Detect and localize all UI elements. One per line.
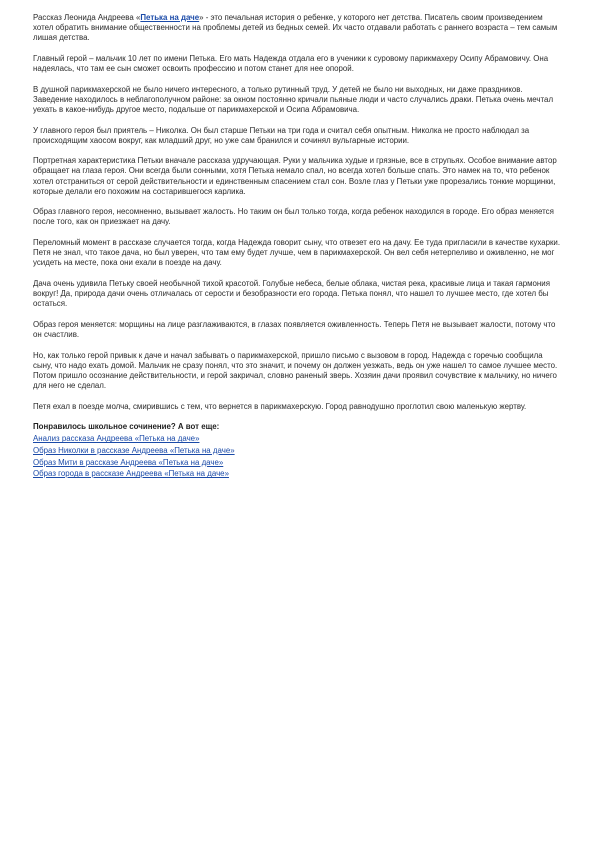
paragraph-letter: Но, как только герой привык к даче и начал забывать о парикмахерской, пришло письмо с вызовом в город. Надежда с горечью сообщила сыну, что надо ехать домой. Мальчик не сразу понял, что это значит, и почему он должен уезжать, ведь он уже нашел то самое лучшее место. Потом пришло осознание действительности, и герой закричал, словно раненый зверь. Хозяин дачи проявил сочувствие к мальчику, но ничего для него не сделал. xyxy=(33,350,558,390)
paragraph-ending: Петя ехал в поезде молча, смирившись с тем, что вернется в парикмахерскую. Город равнодушно проглотил свою маленькую жертву. xyxy=(33,401,527,411)
paragraph-portrait: Портретная характеристика Петьки вначале рассказа удручающая. Руки у мальчика худые и грязные, все в струпьях. Особое внимание автор обращает на глаза героя. Они всегда были сонными, хотя Петька немало спал, но всегда хотел больше спать. Это намек на то, что ребенок хотел отстраниться от серой действительности и единственным спасением стал сон. Возле глаз у Петьки уже прорезались тонкие морщинки, которые делали его похожим на состарившегося карлика. xyxy=(33,156,557,196)
intro-text-after: » - это печальная история о ребенке, у которого нет детства. Писатель своим произведением хотел обратить внимание общественности на проблемы детей из бедных семей. Их часто отдавали работать с раннего возраста – тем самым лишая детства. xyxy=(33,13,558,43)
list-item xyxy=(33,433,564,445)
list-item xyxy=(33,457,564,469)
related-essays-heading: Понравилось школьное сочинение? А вот еще: xyxy=(33,422,220,432)
paragraph-pity: Образ главного героя, несомненно, вызывает жалость. Но таким он был только тогда, когда ребенок находился в городе. Его образ меняется после того, как он приезжает на дачу. xyxy=(33,207,554,227)
paragraph-barbershop: В душной парикмахерской не было ничего интересного, а только рутинный труд. У детей не было ни выходных, ни даже праздников. Заведение находилось в неблагополучном районе: за окном постоянно кричали пьяные люди и часто случались драки. Петька очень мечтал уехать в какое-нибудь другое место, подальше от парикмахерской и Осипа Абрамовича. xyxy=(33,84,554,114)
related-link-analysis[interactable]: Анализ рассказа Андреева «Петька на даче» xyxy=(33,434,200,444)
list-item xyxy=(33,468,564,480)
related-essays xyxy=(33,422,564,479)
related-link-city[interactable]: Образ города в рассказе Андреева «Петька на даче» xyxy=(33,469,229,479)
paragraph-main-hero: Главный герой – мальчик 10 лет по имени Петька. Его мать Надежда отдала его в ученики к суровому парикмахеру Осипу Абрамовичу. Она надеялась, что там ее сын сможет освоить профессию и потом станет для нее опорой. xyxy=(33,53,549,73)
paragraph-turning-point: Переломный момент в рассказе случается тогда, когда Надежда говорит сыну, что отвезет его на дачу. Ее туда пригласили в качестве кухарки. Петя не знал, что такое дача, но был уверен, что там ему будет лучше, чем в парикмахерской. Он вел себя нетерпеливо и оживленно, не мог усидеть на месте, пока они ехали в поезде на дачу. xyxy=(33,238,561,268)
related-essays-list xyxy=(33,433,564,479)
paragraph-nikolka: У главного героя был приятель – Николка. Он был старше Петьки на три года и считал себя опытным. Николка не просто наблюдал за происходящим хаосом вокруг, как младший друг, но уже сам бранился и сочинял вульгарные истории. xyxy=(33,125,530,145)
list-item xyxy=(33,445,564,457)
related-link-nikolka[interactable]: Образ Николки в рассказе Андреева «Петька на даче» xyxy=(33,445,235,455)
paragraph-dacha: Дача очень удивила Петьку своей необычной тихой красотой. Голубые небеса, белые облака, чистая река, красивые лица и такая гармония вокруг! Да, природа дачи очень отличалась от серости и безобразности его города. Петька понял, что нашел то лучшее место, где хотел бы остаться. xyxy=(33,278,550,309)
paragraph-change: Образ героя меняется: морщины на лице разглаживаются, в глазах появляется оживленность. Теперь Петя не вызывает жалости, потому что он счастлив. xyxy=(33,319,556,339)
intro-paragraph xyxy=(33,13,564,43)
intro-text-before: Рассказ Леонида Андреева « xyxy=(33,13,141,22)
story-title-link[interactable]: Петька на даче xyxy=(140,13,200,22)
related-link-mitya[interactable]: Образ Мити в рассказе Андреева «Петька на даче» xyxy=(33,457,224,467)
